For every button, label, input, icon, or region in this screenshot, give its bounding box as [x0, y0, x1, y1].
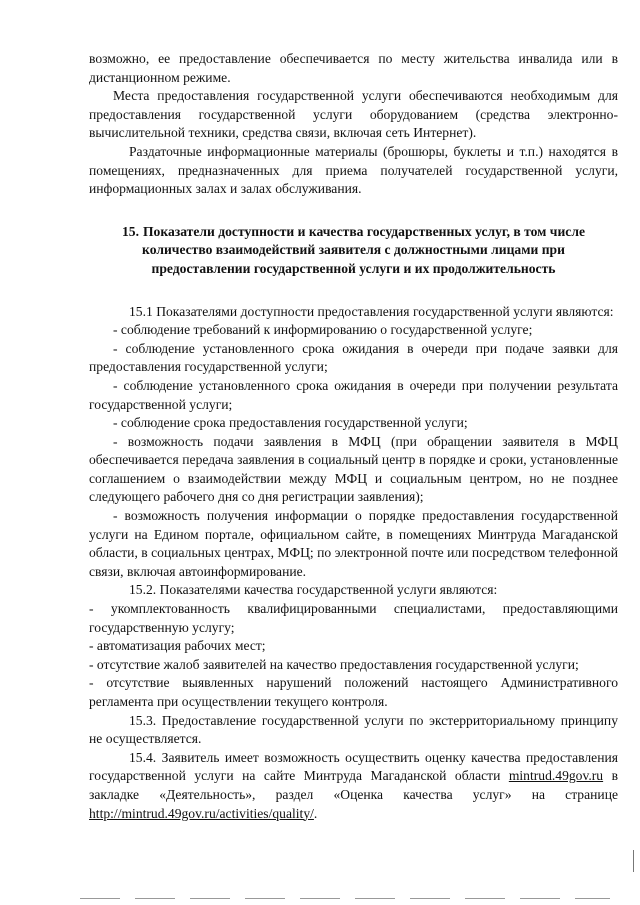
section-title: Показатели доступности и качества государственных услуг, в том числе количество взаимодействий заявителя с должностными лицами при предоставлении государственной услуги и их продолжительность: [142, 223, 585, 276]
paragraph-equipment: Места предоставления государственной услуги обеспечиваются необходимым для предоставления государственной услуги оборудованием (средства электронно-вычислительной техники, средства связи, включая сеть Интернет).: [89, 88, 618, 141]
list-item: - соблюдение срока предоставления государственной услуги;: [113, 415, 468, 431]
paragraph-15-2: 15.2. Показателями качества государственной услуги являются:: [129, 582, 498, 598]
scan-edge-mark: [633, 850, 634, 872]
paragraph-15-4-text-3: .: [313, 805, 318, 821]
list-item: - соблюдение установленного срока ожидания в очереди при получении результата государственной услуги;: [89, 377, 618, 412]
list-item: - отсутствие жалоб заявителей на качество предоставления государственной услуги;: [89, 656, 579, 672]
list-item: - возможность подачи заявления в МФЦ (при обращении заявителя в МФЦ обеспечивается передача заявления в социальный центр в порядке и сроки, установленные соглашением о взаимодействии между МФЦ и социальным центром, но не позднее следующего рабочего дня со дня регистрации заявления);: [89, 433, 618, 505]
scan-bottom-line: [80, 898, 610, 899]
paragraph-continuation: возможно, ее предоставление обеспечивается по месту жительства инвалида или в дистанционном режиме.: [89, 51, 618, 85]
site-link[interactable]: mintrud.49gov.ru: [508, 768, 604, 784]
quality-page-link[interactable]: http://mintrud.49gov.ru/activities/quality/: [89, 805, 314, 821]
list-item: - автоматизация рабочих мест;: [89, 638, 266, 654]
paragraph-15-1: 15.1 Показателями доступности предоставления государственной услуги являются:: [129, 303, 614, 319]
list-item: - соблюдение установленного срока ожидания в очереди при подаче заявки для предоставления государственной услуги;: [89, 340, 618, 375]
paragraph-15-3: 15.3. Предоставление государственной услуги по экстерриториальному принципу не осуществляется.: [89, 712, 618, 747]
paragraph-15-4-text-2: в закладке «Деятельность», раздел «Оценка качества услуг» на странице: [89, 768, 618, 802]
list-item: - укомплектованность квалифицированными специалистами, предоставляющими государственную услугу;: [89, 601, 618, 635]
section-heading: [89, 223, 618, 279]
paragraph-15-4-text-1: 15.4. Заявитель имеет возможность осуществить оценку качества предоставления государственной услуги на сайте Минтруда Магаданской области: [89, 749, 618, 784]
section-number: 15.: [121, 223, 139, 239]
paragraph-materials: Раздаточные информационные материалы (брошюры, буклеты и т.п.) находятся в помещениях, предназначенных для приема получателей государственной услуги, информационных залах и залах обслуживания.: [89, 143, 618, 197]
list-item: - возможность получения информации о порядке предоставления государственной услуги на Едином портале, официальном сайте, в помещениях Минтруда Магаданской области, в социальных центрах, МФЦ; по электронной почте или посредством телефонной связи, включая автоинформирование.: [89, 508, 618, 579]
paragraph-15-4: [89, 749, 618, 823]
list-item: - отсутствие выявленных нарушений положений настоящего Административного регламента при осуществлении текущего контроля.: [89, 675, 618, 709]
list-item: - соблюдение требований к информированию о государственной услуге;: [113, 322, 533, 338]
